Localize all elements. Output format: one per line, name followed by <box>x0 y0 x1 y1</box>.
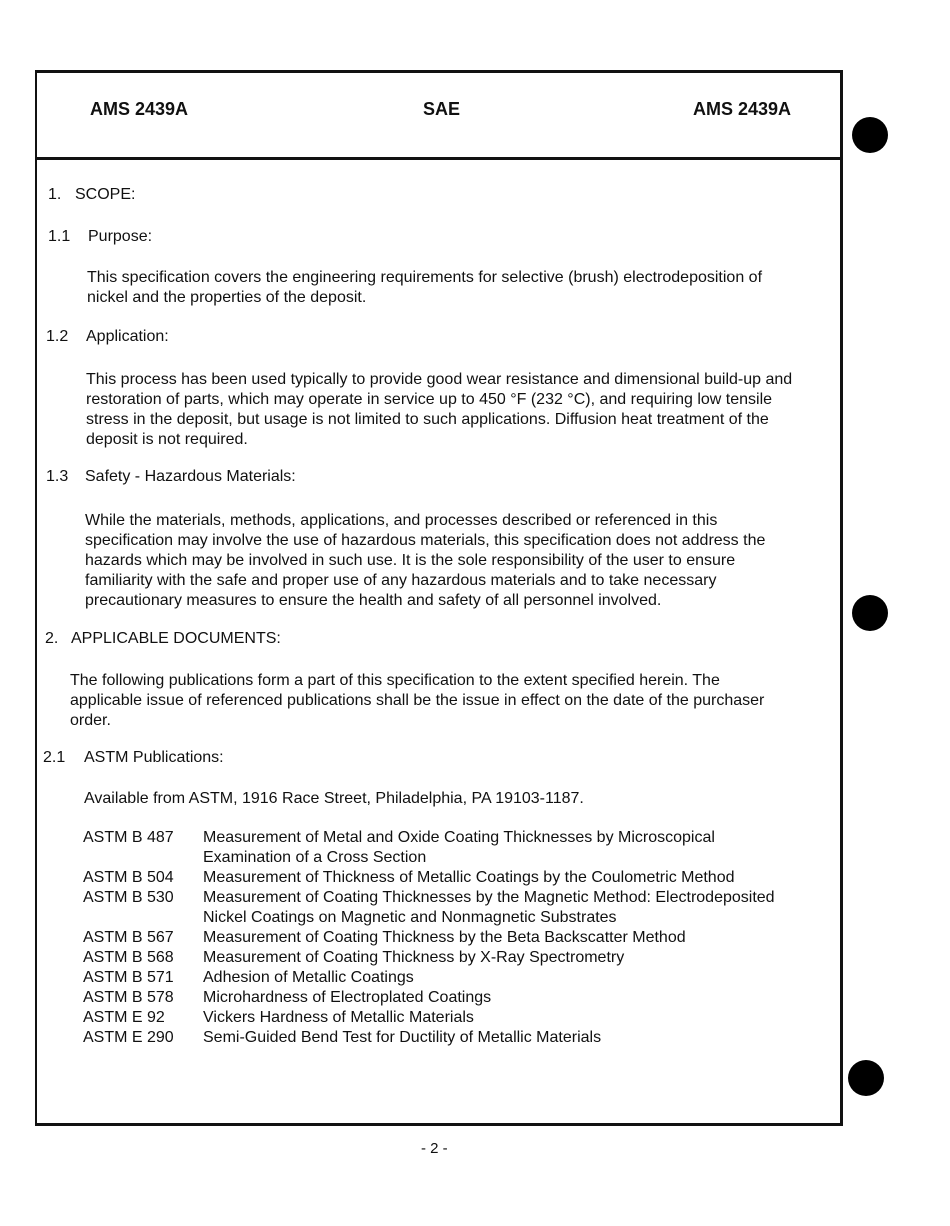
body-line: The following publications form a part of this specification to the extent specified herein. The <box>70 672 720 689</box>
astm-title: Adhesion of Metallic Coatings <box>203 969 414 986</box>
astm-code: ASTM B 530 <box>83 889 174 906</box>
astm-documents-table <box>83 828 803 1048</box>
body-line: This process has been used typically to provide good wear resistance and dimensional build-up and <box>86 371 793 388</box>
astm-title: Microhardness of Electroplated Coatings <box>203 989 492 1006</box>
astm-code: ASTM B 578 <box>83 989 174 1006</box>
astm-title: Semi-Guided Bend Test for Ductility of Metallic Materials <box>203 1029 602 1046</box>
astm-title: Measurement of Thickness of Metallic Coatings by the Coulometric Method <box>203 869 735 886</box>
astm-code: ASTM B 568 <box>83 949 174 966</box>
document-header <box>37 73 840 160</box>
section-2-body <box>70 671 764 731</box>
astm-code: ASTM B 504 <box>83 869 174 886</box>
astm-code: ASTM E 290 <box>83 1029 174 1046</box>
astm-code: ASTM B 567 <box>83 929 174 946</box>
table-row <box>83 828 803 868</box>
body-line: stress in the deposit, but usage is not limited to such applications. Diffusion heat treatment of the <box>86 411 769 428</box>
table-row <box>83 968 803 988</box>
section-1-1-body <box>87 268 762 308</box>
body-line: applicable issue of referenced publications shall be the issue in effect on the date of the purchaser <box>70 692 765 709</box>
table-row <box>83 888 803 928</box>
doc-number-left: AMS 2439A <box>90 99 189 119</box>
page-number: - 2 - <box>421 1140 448 1157</box>
astm-availability: Available from ASTM, 1916 Race Street, Philadelphia, PA 19103-1187. <box>84 790 584 807</box>
revision-marker-dot <box>852 117 888 153</box>
body-line: precautionary measures to ensure the health and safety of all personnel involved. <box>85 592 662 609</box>
astm-title: Measurement of Metal and Oxide Coating Thicknesses by Microscopical Examination of a Cross Section <box>203 829 715 866</box>
body-line: While the materials, methods, applications, and processes described or referenced in this <box>85 512 718 529</box>
section-1-1-number: 1.1 <box>48 228 71 245</box>
section-2-1-title: ASTM Publications: <box>84 749 224 766</box>
table-row <box>83 1008 803 1028</box>
section-1-2-title: Application: <box>86 328 169 345</box>
astm-title: Measurement of Coating Thicknesses by the Magnetic Method: Electrodeposited Nickel Coatings on Magnetic and Nonmagnetic Substrates <box>203 889 775 926</box>
section-2-number: 2. <box>45 630 59 647</box>
body-line: deposit is not required. <box>86 431 248 448</box>
section-1-3-body <box>85 511 765 611</box>
table-row <box>83 928 803 948</box>
body-line: hazards which may be involved in such use. It is the sole responsibility of the user to ensure <box>85 552 736 569</box>
astm-title: Vickers Hardness of Metallic Materials <box>203 1009 474 1026</box>
table-row <box>83 868 803 888</box>
table-row <box>83 988 803 1008</box>
body-line: specification may involve the use of hazardous materials, this specification does not address the <box>85 532 766 549</box>
table-row <box>83 1028 803 1048</box>
section-1-title: SCOPE: <box>75 186 136 203</box>
section-2-title: APPLICABLE DOCUMENTS: <box>71 630 281 647</box>
section-1-3-title: Safety - Hazardous Materials: <box>85 468 296 485</box>
section-1-1-title: Purpose: <box>88 228 153 245</box>
publisher-label: SAE <box>423 99 461 119</box>
section-1-number: 1. <box>48 186 62 203</box>
section-2-1-number: 2.1 <box>43 749 66 766</box>
doc-number-right: AMS 2439A <box>693 99 792 119</box>
astm-title: Measurement of Coating Thickness by X-Ray Spectrometry <box>203 949 625 966</box>
table-row <box>83 948 803 968</box>
section-1-3-number: 1.3 <box>46 468 69 485</box>
body-line: restoration of parts, which may operate in service up to 450 °F (232 °C), and requiring low tensile <box>86 391 773 408</box>
astm-code: ASTM B 487 <box>83 829 174 846</box>
body-line: familiarity with the safe and proper use of any hazardous materials and to take necessary <box>85 572 717 589</box>
astm-code: ASTM B 571 <box>83 969 174 986</box>
revision-marker-dot <box>852 595 888 631</box>
body-line: order. <box>70 712 111 729</box>
section-1-2-number: 1.2 <box>46 328 69 345</box>
body-line: nickel and the properties of the deposit. <box>87 289 367 306</box>
astm-title: Measurement of Coating Thickness by the Beta Backscatter Method <box>203 929 686 946</box>
astm-code: ASTM E 92 <box>83 1009 165 1026</box>
body-line: This specification covers the engineering requirements for selective (brush) electrodeposition of <box>87 269 763 286</box>
revision-marker-dot <box>848 1060 884 1096</box>
section-1-2-body <box>86 370 792 450</box>
